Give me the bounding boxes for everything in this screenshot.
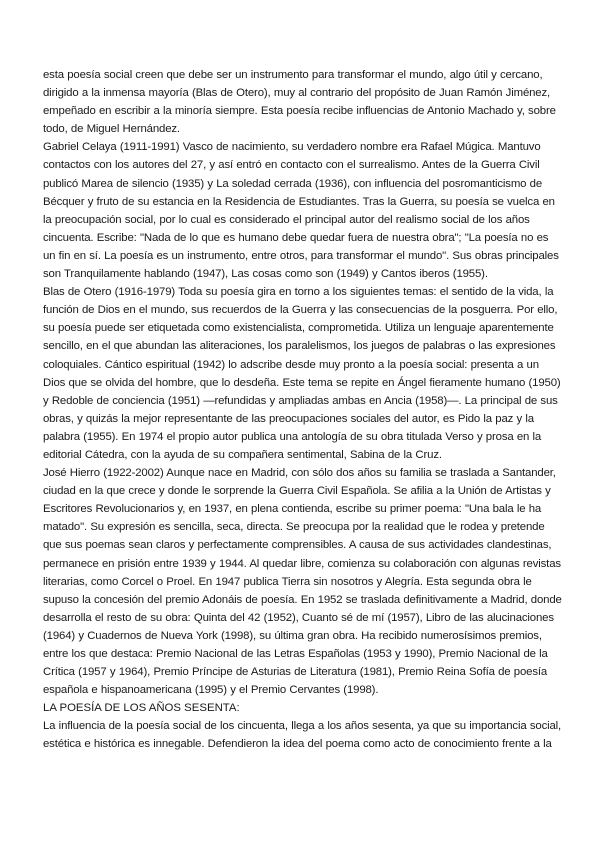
- paragraph-jose-hierro: José Hierro (1922-2002) Aunque nace en Madrid, con sólo dos años su familia se traslada a Santander, ciudad en la que crece y donde le sorprende la Guerra Civil Española. Se afilia a la Unión de Artistas y Escritores Revolucionarios y, en 1937, en plena contienda, escribe su primer poema: "Una bala le ha matado". Su expresión es sencilla, seca, directa. Se preocupa por la realidad que le rodea y pretende que sus poemas sean claros y perfectamente comprensibles. A causa de sus actividades clandestinas, permanece en prisión entre 1939 y 1944. Al quedar libre, comienza su colaboración con algunas revistas literarias, como Corcel o Proel. En 1947 publica Tierra sin nosotros y Alegría. Esta segunda obra le supuso la concesión del premio Adonáis de poesía. En 1952 se traslada definitivamente a Madrid, donde desarrolla el resto de su obra: Quinta del 42 (1952), Cuanto sé de mí (1957), Libro de las alucinaciones (1964) y Cuadernos de Nueva York (1998), su última gran obra. Ha recibido numerosísimos premios, entre los que destaca: Premio Nacional de las Letras Españolas (1953 y 1990), Premio Nacional de la Crítica (1957 y 1964), Premio Príncipe de Asturias de Literatura (1981), Premio Reina Sofía de poesía española e hispanoamericana (1995) y el Premio Cervantes (1998).: [43, 467, 562, 697]
- paragraph-blas-de-otero: Blas de Otero (1916-1979) Toda su poesía gira en torno a los siguientes temas: el sentido de la vida, la función de Dios en el mundo, sus recuerdos de la Guerra y las consecuencias de la posguerra. Por ello, su poesía puede ser etiquetada como existencialista, comprometida. Utiliza un lenguaje aparentemente sencillo, en el que abundan las aliteraciones, los paralelismos, los juegos de palabras o las expresiones coloquiales. Cántico espiritual (1942) lo adscribe desde muy pronto a la poesía social: presenta a un Dios que se olvida del hombre, que lo desdeña. Este tema se repite en Ángel fieramente humano (1950) y Redoble de conciencia (1951) —refundidas y ampliadas ambas en Ancia (1958)—. La principal de sus obras, y quizás la mejor representante de las preocupaciones sociales del autor, es Pido la paz y la palabra (1955). En 1974 el propio autor publica una antología de su obra titulada Verso y prosa en la editorial Cátedra, con la ayuda de su compañera sentimental, Sabina de la Cruz.: [43, 286, 561, 461]
- section-heading: LA POESÍA DE LOS AÑOS SESENTA:: [43, 702, 240, 715]
- paragraph-anos-sesenta: La influencia de la poesía social de los cincuenta, llega a los años sesenta, ya que su importancia social, estética e histórica es innegable. Defendieron la idea del poema como acto de conocimiento frente a la: [43, 720, 562, 751]
- paragraph-poesia-social: esta poesía social creen que debe ser un instrumento para transformar el mundo, algo útil y cercano, dirigido a la inmensa mayoría (Blas de Otero), muy al contrario del propósito de Juan Ramón Jiménez, empeñado en escribir a la minoría siempre. Esta poesía recibe influencias de Antonio Machado y, sobre todo, de Miguel Hernández.: [43, 69, 556, 136]
- paragraph-gabriel-celaya: Gabriel Celaya (1911-1991) Vasco de nacimiento, su verdadero nombre era Rafael Múgica. Mantuvo contactos con los autores del 27, y así entró en contacto con el surrealismo. Antes de la Guerra Civil publicó Marea de silencio (1935) y La soledad cerrada (1936), con influencia del posromanticismo de Bécquer y fruto de su estancia en la Residencia de Estudiantes. Tras la Guerra, su poesía se vuelca en la preocupación social, por lo cual es considerado el principal autor del realismo social de los años cincuenta. Escribe: "Nada de lo que es humano debe quedar fuera de nuestra obra"; "La poesía no es un fin en sí. La poesía es un instrumento, entre otros, para transformar el mundo". Sus obras principales son Tranquilamente hablando (1947), Las cosas como son (1949) y Cantos iberos (1955).: [43, 141, 559, 281]
- document-page: [43, 66, 563, 754]
